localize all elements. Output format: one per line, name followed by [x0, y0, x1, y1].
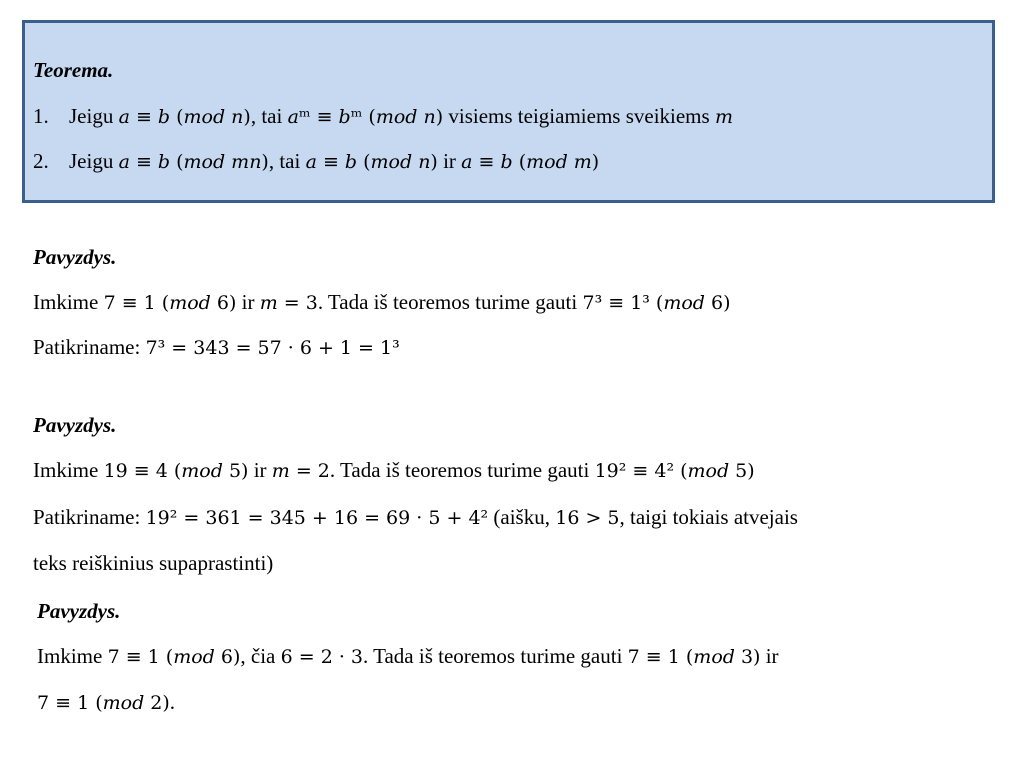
- theorem-item-2-text-c: ir: [437, 149, 462, 173]
- example-1-line-1-text-1: Imkime: [33, 290, 104, 314]
- example-2-line-1: [33, 456, 755, 485]
- example-3-line-1-text-2: , čia: [240, 644, 281, 668]
- example-1-line-1-math-1: 7 ≡ 1 (𝑚𝑜𝑑 6): [103, 292, 237, 314]
- theorem-item-1-text-a: Jeigu: [69, 104, 119, 128]
- theorem-item-2-math-c: 𝑎 ≡ 𝑏 (𝑚𝑜𝑑 𝑚): [461, 151, 600, 173]
- example-2-line-1-math-2: 𝑚 = 2: [271, 460, 330, 482]
- example-2-line-2-text-1: Patikriname:: [33, 505, 146, 529]
- example-2-heading: Pavyzdys.: [33, 413, 117, 437]
- example-1-line-1: [33, 288, 731, 317]
- example-3-line-1-text-1: Imkime: [37, 644, 108, 668]
- theorem-item-1: [33, 102, 733, 131]
- example-1-line-1-math-2: 𝑚 = 3: [259, 292, 318, 314]
- example-3-line-1-text-4: ir: [760, 644, 779, 668]
- theorem-item-2-text-a: Jeigu: [69, 149, 119, 173]
- example-1-line-2: [33, 333, 400, 362]
- example-2-line-2-text-3: , taigi tokiais atvejais: [619, 505, 798, 529]
- example-2-line-2-math-1: 19² = 361 = 345 + 16 = 69 · 5 + 4²: [145, 507, 489, 529]
- example-3-line-1-text-3: . Tada iš teoremos turime gauti: [363, 644, 628, 668]
- theorem-item-1-number: 1.: [33, 104, 49, 128]
- example-3-heading: Pavyzdys.: [37, 599, 121, 623]
- theorem-item-1-text-b: , tai: [250, 104, 288, 128]
- example-3-line-1-math-3: 7 ≡ 1 (𝑚𝑜𝑑 3): [627, 646, 761, 668]
- example-2-line-2-text-2: (aišku,: [488, 505, 556, 529]
- theorem-item-2-number: 2.: [33, 149, 49, 173]
- example-1-line-2-math-1: 7³ = 343 = 57 · 6 + 1 = 1³: [145, 337, 400, 359]
- example-3-line-1: [37, 642, 779, 671]
- example-2-line-3: [33, 549, 273, 577]
- example-2-line-3-text-1: teks reiškinius supaprastinti): [33, 551, 274, 575]
- example-3-line-2-text-1: .: [169, 690, 176, 714]
- example-2-line-1-text-2: ir: [248, 458, 272, 482]
- example-2-line-1-text-3: . Tada iš teoremos turime gauti: [329, 458, 595, 482]
- example-3-line-2-math-1: 7 ≡ 1 (𝑚𝑜𝑑 2): [37, 692, 170, 714]
- example-3-line-1-math-1: 7 ≡ 1 (𝑚𝑜𝑑 6): [107, 646, 241, 668]
- example-1-line-2-text-1: Patikriname:: [33, 335, 146, 359]
- example-2-line-2-math-2: 16 > 5: [555, 507, 620, 529]
- example-1-line-1-text-2: ir: [236, 290, 260, 314]
- theorem-item-1-math-c: 𝑚: [714, 106, 733, 128]
- example-3-line-2: [37, 688, 175, 717]
- theorem-item-2-math-b: 𝑎 ≡ 𝑏 (𝑚𝑜𝑑 𝑛): [305, 151, 438, 173]
- theorem-item-1-math-a: 𝑎 ≡ 𝑏 (𝑚𝑜𝑑 𝑛): [118, 106, 251, 128]
- example-3-line-1-math-2: 6 = 2 · 3: [280, 646, 363, 668]
- example-1-heading: Pavyzdys.: [33, 245, 117, 269]
- theorem-item-2-text-b: , tai: [268, 149, 306, 173]
- example-2-line-2: [33, 503, 798, 532]
- theorem-item-2: [33, 147, 599, 176]
- example-2-line-1-text-1: Imkime: [33, 458, 104, 482]
- example-1-line-1-text-3: . Tada iš teoremos turime gauti: [317, 290, 583, 314]
- example-1-line-1-math-3: 7³ ≡ 1³ (𝑚𝑜𝑑 6): [582, 292, 731, 314]
- theorem-title: Teorema.: [33, 58, 114, 82]
- theorem-item-1-math-b: 𝑎ᵐ ≡ 𝑏ᵐ (𝑚𝑜𝑑 𝑛): [287, 106, 444, 128]
- example-2-line-1-math-3: 19² ≡ 4² (𝑚𝑜𝑑 5): [594, 460, 755, 482]
- example-2-line-1-math-1: 19 ≡ 4 (𝑚𝑜𝑑 5): [103, 460, 249, 482]
- theorem-item-1-text-c: visiems teigiamiems sveikiems: [443, 104, 715, 128]
- theorem-item-2-math-a: 𝑎 ≡ 𝑏 (𝑚𝑜𝑑 𝑚𝑛): [118, 151, 269, 173]
